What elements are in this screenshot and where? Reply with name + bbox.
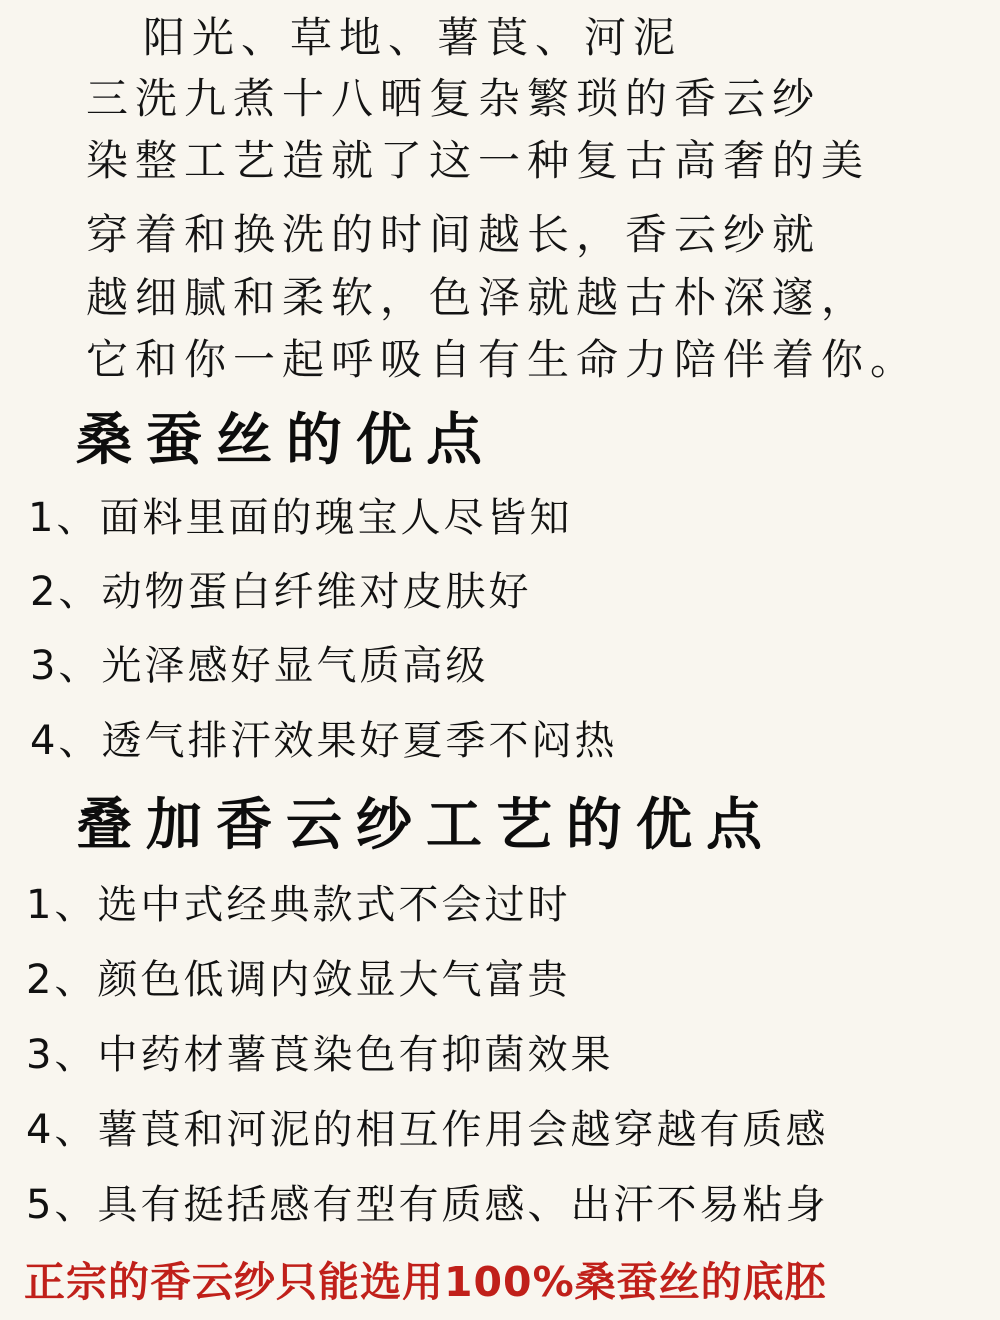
intro-line-3: 染整工艺造就了这一种复古高奢的美 xyxy=(86,136,871,185)
intro-line-6: 它和你一起呼吸自有生命力陪伴着你。 xyxy=(86,335,920,384)
xiangyunsha-advantage-item: 5、具有挺括感有型有质感、出汗不易粘身 xyxy=(26,1182,829,1228)
silk-advantage-item: 2、动物蛋白纤维对皮肤好 xyxy=(30,569,532,615)
intro-line-4: 穿着和换洗的时间越长，香云纱就 xyxy=(86,210,822,259)
xiangyunsha-advantage-item: 1、选中式经典款式不会过时 xyxy=(26,882,571,928)
xiangyunsha-advantage-item: 2、颜色低调内敛显大气富贵 xyxy=(26,957,571,1003)
section-heading-silk-advantages: 桑蚕丝的优点 xyxy=(76,407,496,473)
xiangyunsha-advantage-item: 3、中药材薯莨染色有抑菌效果 xyxy=(26,1032,614,1078)
footer-note: 正宗的香云纱只能选用100%桑蚕丝的底胚 xyxy=(24,1258,827,1306)
silk-advantage-item: 3、光泽感好显气质高级 xyxy=(30,643,489,689)
section-heading-xiangyunsha-advantages: 叠加香云纱工艺的优点 xyxy=(76,792,776,858)
intro-line-5: 越细腻和柔软，色泽就越古朴深邃， xyxy=(86,273,871,322)
intro-line-2: 三洗九煮十八晒复杂繁琐的香云纱 xyxy=(86,74,822,123)
silk-advantage-item: 1、面料里面的瑰宝人尽皆知 xyxy=(28,495,573,541)
xiangyunsha-advantage-item: 4、薯莨和河泥的相互作用会越穿越有质感 xyxy=(26,1107,829,1153)
silk-advantage-item: 4、透气排汗效果好夏季不闷热 xyxy=(30,718,618,764)
intro-line-1: 阳光、草地、薯莨、河泥 xyxy=(143,13,683,62)
